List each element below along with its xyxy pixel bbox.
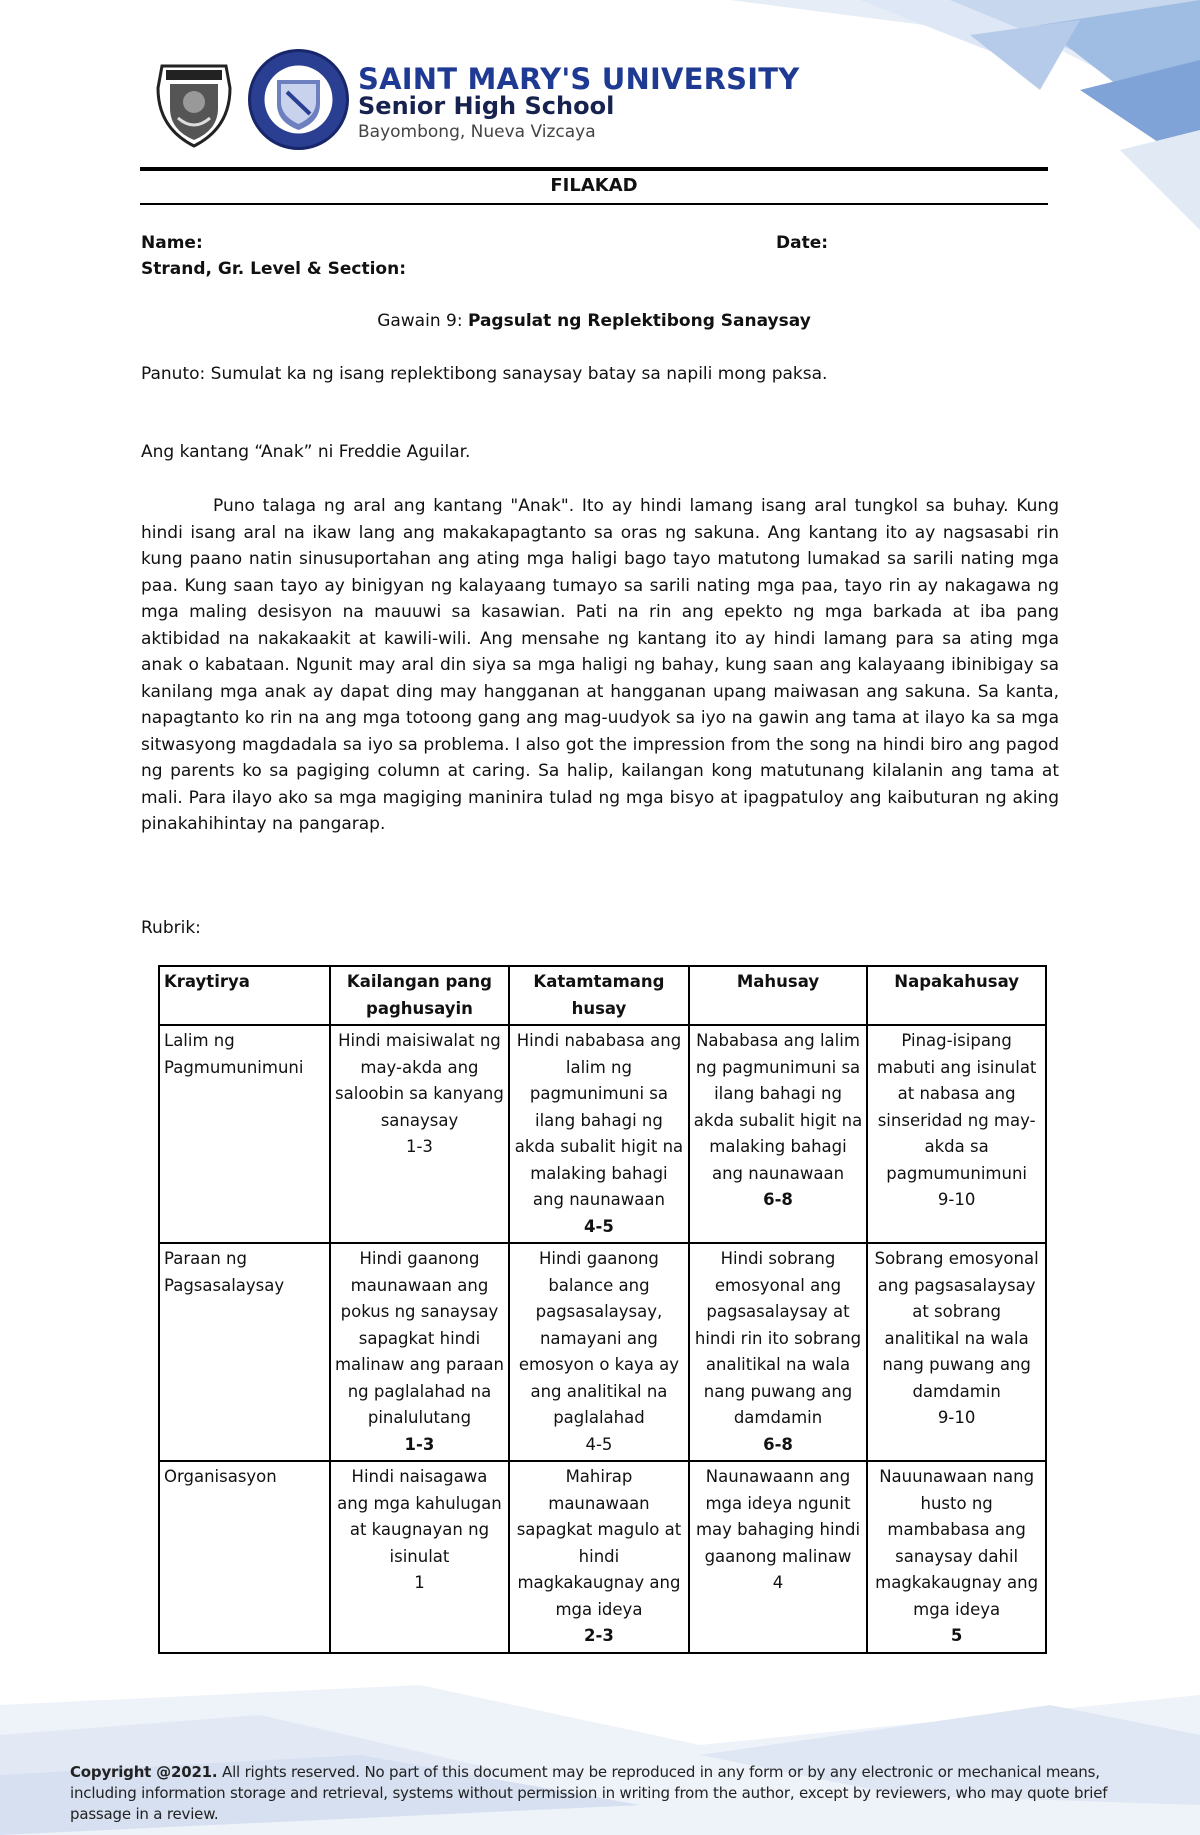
rubric-cell-text: Hindi maisiwalat ng may-akda ang saloobin sa kanyang sanaysay: [335, 1031, 504, 1130]
activity-number: Gawain 9:: [377, 311, 463, 331]
rubric-header-level-4: Napakahusay: [867, 966, 1046, 1025]
rubric-cell: [867, 1025, 1046, 1243]
rubric-cell-text: Nauunawaan nang husto ng mambabasa ang sanaysay dahil magkakaugnay ang mga ideya: [875, 1467, 1039, 1619]
essay-body: Puno talaga ng aral ang kantang "Anak". Ito ay hindi lamang isang aral tungkol sa buhay. Kung hindi isang aral na ikaw lang ang makakapagtanto sa oras ng sakuna. Ang kantang ito ay nagsasabi rin kung paano natin sinusuportahan ang ating mga haligi bago tayo matutong lumakad sa sarili nating mga paa. Kung saan tayo ay binigyan ng kalayaang tumayo sa sarili nating mga paa, tayo rin ay nakagawa ng mga maling desisyon na mauuwi sa kasawian. Pati na rin ang epekto ng mga barkada at iba pang aktibidad na nakakaakit at kawili-wili. Ang mensahe ng kantang ito ay hindi lamang para sa ating mga anak o kabataan. Ngunit may aral din siya sa mga haligi ng bahay, kung saan ang kalayaang ibinibigay sa kanilang mga anak ay dapat ding may hangganan at hangganan upang maiwasan ang sakuna. Sa kanta, napagtanto ko rin na ang mga totoong gang ang mag-uudyok sa iyo na gawin ang tama at ilayo ka sa mga sitwasyong magdadala sa iyo sa problema. I also got the impression from the song na hindi biro ang pagod ng parents ko sa pagiging column at caring. Sa halip, kailangan kong matutunang kilalanin ang tama at mali. Para ilayo ako sa mga magiging maninira tulad ng mga bisyo at ipagpatuloy ang kaibuturan ng aking pinakahihintay na pangarap.: [141, 496, 1059, 834]
rubric-criterion: Lalim ng Pagmumunimuni: [159, 1025, 330, 1243]
rubric-row: [159, 1461, 1046, 1653]
rubric-header-level-1: Kailangan pang paghusayin: [330, 966, 509, 1025]
rubric-header-row: [159, 966, 1046, 1025]
rubric-cell: [509, 1461, 689, 1653]
date-label: Date:: [776, 233, 829, 253]
rubric-cell: [330, 1461, 509, 1653]
rubric-score: 5: [950, 1626, 963, 1645]
rubric-criterion: Organisasyon: [159, 1461, 330, 1653]
header-corner-decoration: [480, 0, 1200, 320]
essay-topic: Ang kantang “Anak” ni Freddie Aguilar.: [141, 442, 471, 462]
university-name: SAINT MARY'S UNIVERSITY: [358, 62, 800, 96]
rubric-score: 6-8: [763, 1434, 793, 1454]
rubric-row: [159, 1025, 1046, 1243]
title-rule-bottom: [140, 203, 1048, 205]
rubric-score: 1-3: [404, 1434, 435, 1454]
title-rule-top: [140, 167, 1048, 171]
rubric-cell: [509, 1243, 689, 1461]
rubric-score: 1-3: [405, 1137, 433, 1156]
rubric-cell-text: Hindi naisagawa ang mga kahulugan at kaugnayan ng isinulat: [337, 1467, 502, 1566]
instructions: Panuto: Sumulat ka ng isang replektibong sanaysay batay sa napili mong paksa.: [141, 364, 828, 384]
shs-seal-icon: [148, 58, 240, 150]
rubric-score: 9-10: [937, 1190, 976, 1209]
rubric-cell: [689, 1025, 868, 1243]
rubric-score: 9-10: [937, 1408, 976, 1427]
rubric-score: 1: [414, 1573, 425, 1592]
strand-label: Strand, Gr. Level & Section:: [141, 259, 407, 279]
rubric-cell: [330, 1025, 509, 1243]
rubric-cell: [867, 1243, 1046, 1461]
copyright-text: All rights reserved. No part of this document may be reproduced in any form or by any electronic or mechanical means, including information storage and retrieval, systems without permission in writing from the author, except by reviewers, who may quote brief passage in a review.: [70, 1763, 1108, 1823]
rubric-cell: [509, 1025, 689, 1243]
copyright-notice: [70, 1762, 1150, 1825]
rubric-score: 4-5: [584, 1216, 614, 1236]
rubric-row: [159, 1243, 1046, 1461]
rubric-cell-text: Mahirap maunawaan sapagkat magulo at hindi magkakaugnay ang mga ideya: [516, 1467, 682, 1619]
rubric-cell-text: Nababasa ang lalim ng pagmunimuni sa ilang bahagi ng akda subalit higit na malaking bahagi ang naunawaan: [693, 1031, 863, 1183]
rubric-cell: [330, 1243, 509, 1461]
rubric-score: 2-3: [584, 1626, 614, 1645]
rubric-header-level-3: Mahusay: [689, 966, 868, 1025]
rubric-label: Rubrik:: [141, 918, 201, 938]
rubric-header-level-2: Katamtamang husay: [509, 966, 689, 1025]
rubric-score: 4-5: [585, 1434, 613, 1454]
rubric-cell-text: Naunawaann ang mga ideya ngunit may bahaging hindi gaanong malinaw: [695, 1467, 861, 1566]
rubric-cell-text: Hindi gaanong maunawaan ang pokus ng sanaysay sapagkat hindi malinaw ang paraan ng paglalahad na pinalulutang: [334, 1249, 504, 1427]
document-title: FILAKAD: [550, 175, 638, 196]
rubric-cell-text: Sobrang emosyonal ang pagsasalaysay at sobrang analitikal na wala nang puwang ang damdamin: [874, 1249, 1039, 1401]
school-name: Senior High School: [358, 92, 615, 120]
name-label: Name:: [141, 233, 203, 253]
rubric-cell-text: Hindi gaanong balance ang pagsasalaysay, namayani ang emosyon o kaya ay ang analitikal na paglalahad: [518, 1249, 680, 1427]
rubric-cell-text: Pinag-isipang mabuti ang isinulat at nabasa ang sinseridad ng may-akda sa pagmumunimuni: [876, 1031, 1037, 1183]
smu-seal-icon: [247, 48, 350, 151]
activity-heading: [140, 311, 1048, 331]
rubric-table: [158, 965, 1047, 1654]
copyright-year: Copyright @2021.: [70, 1763, 218, 1781]
rubric-header-criterion: Kraytirya: [159, 966, 330, 1025]
activity-title: Pagsulat ng Replektibong Sanaysay: [467, 311, 811, 331]
rubric-cell: [689, 1243, 868, 1461]
rubric-cell: [867, 1461, 1046, 1653]
rubric-cell-text: Hindi sobrang emosyonal ang pagsasalaysay at hindi rin ito sobrang analitikal na wala nang puwang ang damdamin: [694, 1249, 862, 1427]
rubric-score: 4: [772, 1573, 784, 1592]
rubric-cell-text: Hindi nababasa ang lalim ng pagmunimuni sa ilang bahagi ng akda subalit higit na malaking bahagi ang naunawaan: [514, 1031, 684, 1209]
rubric-criterion: Paraan ng Pagsasalaysay: [159, 1243, 330, 1461]
rubric-score: 6-8: [763, 1190, 793, 1209]
school-location: Bayombong, Nueva Vizcaya: [358, 122, 596, 142]
rubric-cell: [689, 1461, 868, 1653]
